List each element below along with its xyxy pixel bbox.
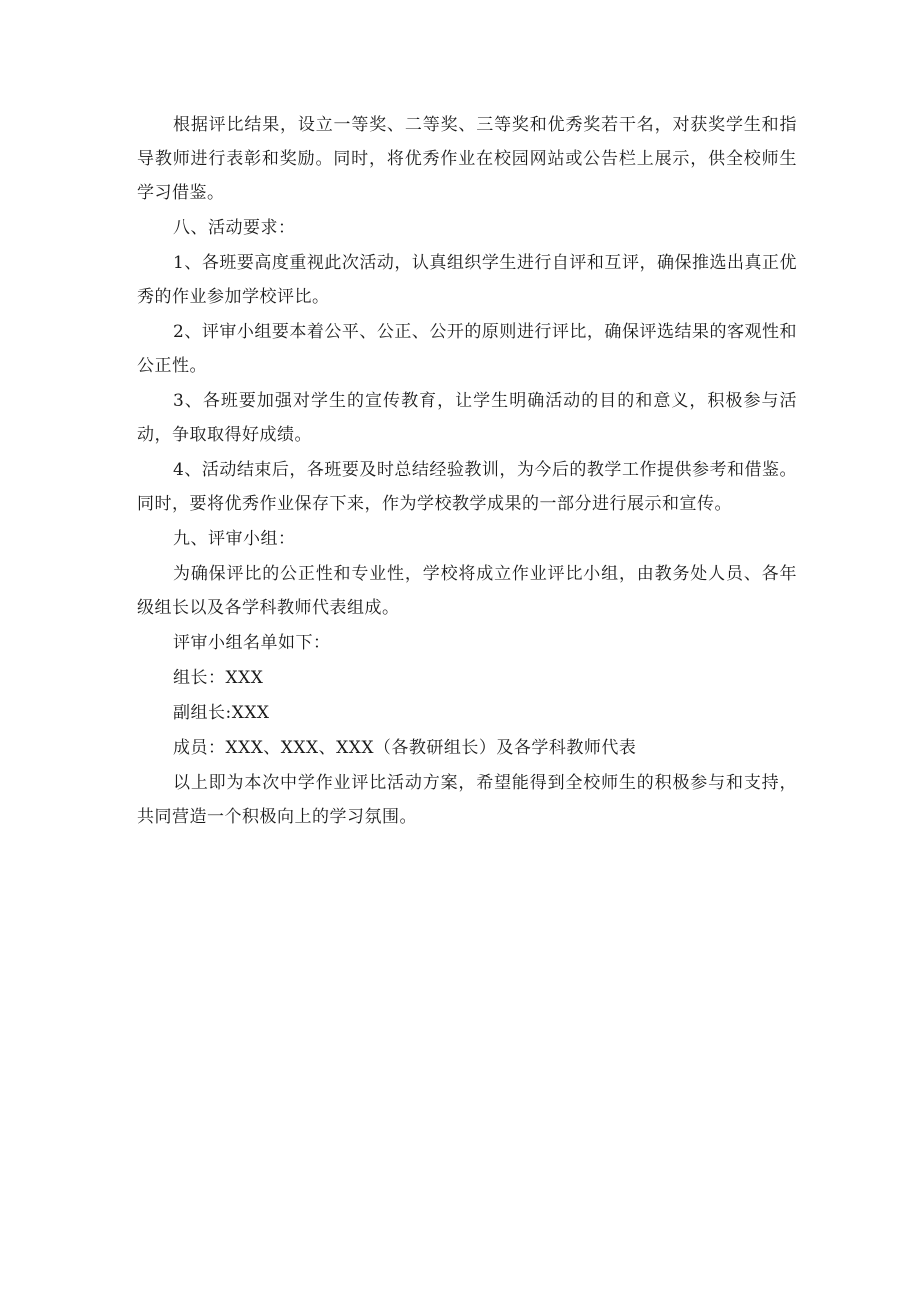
review-members: 成员：XXX、XXX、XXX（各教研组长）及各学科教师代表	[173, 738, 637, 758]
document-body	[137, 108, 797, 835]
review-leader: 组长：XXX	[173, 668, 264, 688]
paragraph-review-group: 为确保评比的公正性和专业性，学校将成立作业评比小组，由教务处人员、各年级组长以及各学科教师代表组成。	[137, 564, 797, 618]
requirement-item-1: 1、各班要高度重视此次活动，认真组织学生进行自评和互评，确保推选出真正优秀的作业参加学校评比。	[137, 253, 797, 307]
requirement-item-2: 2、评审小组要本着公平、公正、公开的原则进行评比，确保评选结果的客观性和公正性。	[137, 322, 797, 376]
review-deputy-leader: 副组长:XXX	[173, 703, 270, 723]
requirement-item-4: 4、活动结束后，各班要及时总结经验教训，为今后的教学工作提供参考和借鉴。同时，要将优秀作业保存下来，作为学校教学成果的一部分进行展示和宣传。	[137, 460, 797, 514]
heading-activity-requirements: 八、活动要求：	[173, 218, 296, 238]
requirement-item-3: 3、各班要加强对学生的宣传教育，让学生明确活动的目的和意义，积极参与活动，争取取得好成绩。	[137, 391, 797, 445]
paragraph-awards: 根据评比结果，设立一等奖、二等奖、三等奖和优秀奖若干名，对获奖学生和指导教师进行表彰和奖励。同时，将优秀作业在校园网站或公告栏上展示，供全校师生学习借鉴。	[137, 115, 797, 203]
review-list-intro: 评审小组名单如下：	[173, 633, 331, 653]
paragraph-closing: 以上即为本次中学作业评比活动方案，希望能得到全校师生的积极参与和支持，共同营造一个积极向上的学习氛围。	[137, 773, 797, 827]
heading-review-group: 九、评审小组：	[173, 529, 296, 549]
